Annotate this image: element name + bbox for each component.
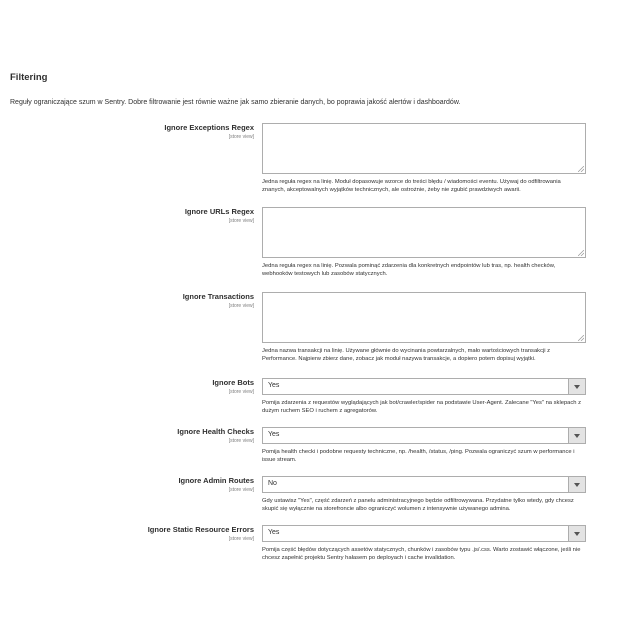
field-note: Pomija część błędów dotyczących assetów statycznych, chunków i zasobów typu .js/.css. Warto zostawić włączone, jeśli nie chcesz zapełnić projektu Sentry hałasem po deployach i cache invalidation. [262, 547, 581, 562]
chevron-down-icon [574, 532, 580, 536]
select-value: No [268, 480, 277, 487]
dropdown-toggle[interactable] [568, 379, 585, 394]
resize-grip-icon[interactable] [578, 166, 584, 172]
select-value: Yes [268, 431, 280, 438]
ignore-transactions-textarea[interactable] [262, 292, 586, 343]
ignore-health-checks-select[interactable] [262, 427, 586, 444]
field-note: Pomija health checki i podobne requesty techniczne, np. /health, /status, /ping. Pozwala ograniczyć szum w performance i issue stream. [262, 449, 575, 464]
ignore-admin-routes-select[interactable] [262, 476, 586, 493]
field-note: Pomija zdarzenia z requestów wyglądających jak bot/crawler/spider na podstawie User-Agent. Zalecane "Yes" na sklepach z dużym ruchem SEO i ruchem z agregatorów. [262, 400, 582, 415]
scope-label: [store view] [228, 303, 254, 309]
field-label: Ignore URLs Regex [184, 207, 254, 216]
field-label: Ignore Health Checks [177, 427, 254, 436]
scope-label: [store view] [228, 134, 254, 140]
field-label: Ignore Exceptions Regex [164, 123, 254, 132]
field-label: Ignore Bots [212, 378, 254, 387]
field-label: Ignore Static Resource Errors [147, 525, 254, 534]
ignore-urls-regex-textarea[interactable] [262, 207, 586, 258]
chevron-down-icon [574, 483, 580, 487]
select-value: Yes [268, 382, 280, 389]
field-note: Gdy ustawisz "Yes", część zdarzeń z panelu administracyjnego będzie odfiltrowywana. Przydatne tylko wtedy, gdy chcesz skupić się wyłącznie na storefroncie albo ograniczyć wolumen z intensywnie używanego admina. [262, 498, 574, 513]
scope-label: [store view] [228, 487, 254, 493]
scope-label: [store view] [228, 438, 254, 444]
scope-label: [store view] [228, 389, 254, 395]
ignore-bots-select[interactable] [262, 378, 586, 395]
field-note: Jedna nazwa transakcji na linię. Używane głównie do wycinania powtarzalnych, mało wartościowych transakcji z Performance. Najpierw zbierz dane, zobacz jak moduł nazywa transakcje, a dopiero potem dopisuj wyjątki. [262, 348, 551, 363]
section-description: Reguły ograniczające szum w Sentry. Dobre filtrowanie jest równie ważne jak samo zbieranie danych, bo poprawia jakość alertów i dashboardów. [10, 99, 461, 106]
ignore-static-resource-errors-select[interactable] [262, 525, 586, 542]
resize-grip-icon[interactable] [578, 250, 584, 256]
field-label: Ignore Transactions [182, 292, 254, 301]
field-note: Jedna reguła regex na linię. Moduł dopasowuje wzorce do treści błędu / wiadomości eventu. Używaj do odfiltrowania znanych, akceptowalnych wyjątków technicznych, ale ostrożnie, żeby nie zgubić prawdziwych awarii. [262, 179, 561, 194]
ignore-exceptions-regex-textarea[interactable] [262, 123, 586, 174]
section-title: Filtering [10, 72, 48, 83]
scope-label: [store view] [228, 218, 254, 224]
select-value: Yes [268, 529, 280, 536]
dropdown-toggle[interactable] [568, 526, 585, 541]
field-note: Jedna reguła regex na linię. Pozwala pominąć zdarzenia dla konkretnych endpointów lub tras, np. health checków, webhooków testowych lub zasobów statycznych. [262, 263, 556, 278]
chevron-down-icon [574, 434, 580, 438]
dropdown-toggle[interactable] [568, 477, 585, 492]
chevron-down-icon [574, 385, 580, 389]
resize-grip-icon[interactable] [578, 335, 584, 341]
field-label: Ignore Admin Routes [178, 476, 254, 485]
dropdown-toggle[interactable] [568, 428, 585, 443]
scope-label: [store view] [228, 536, 254, 542]
